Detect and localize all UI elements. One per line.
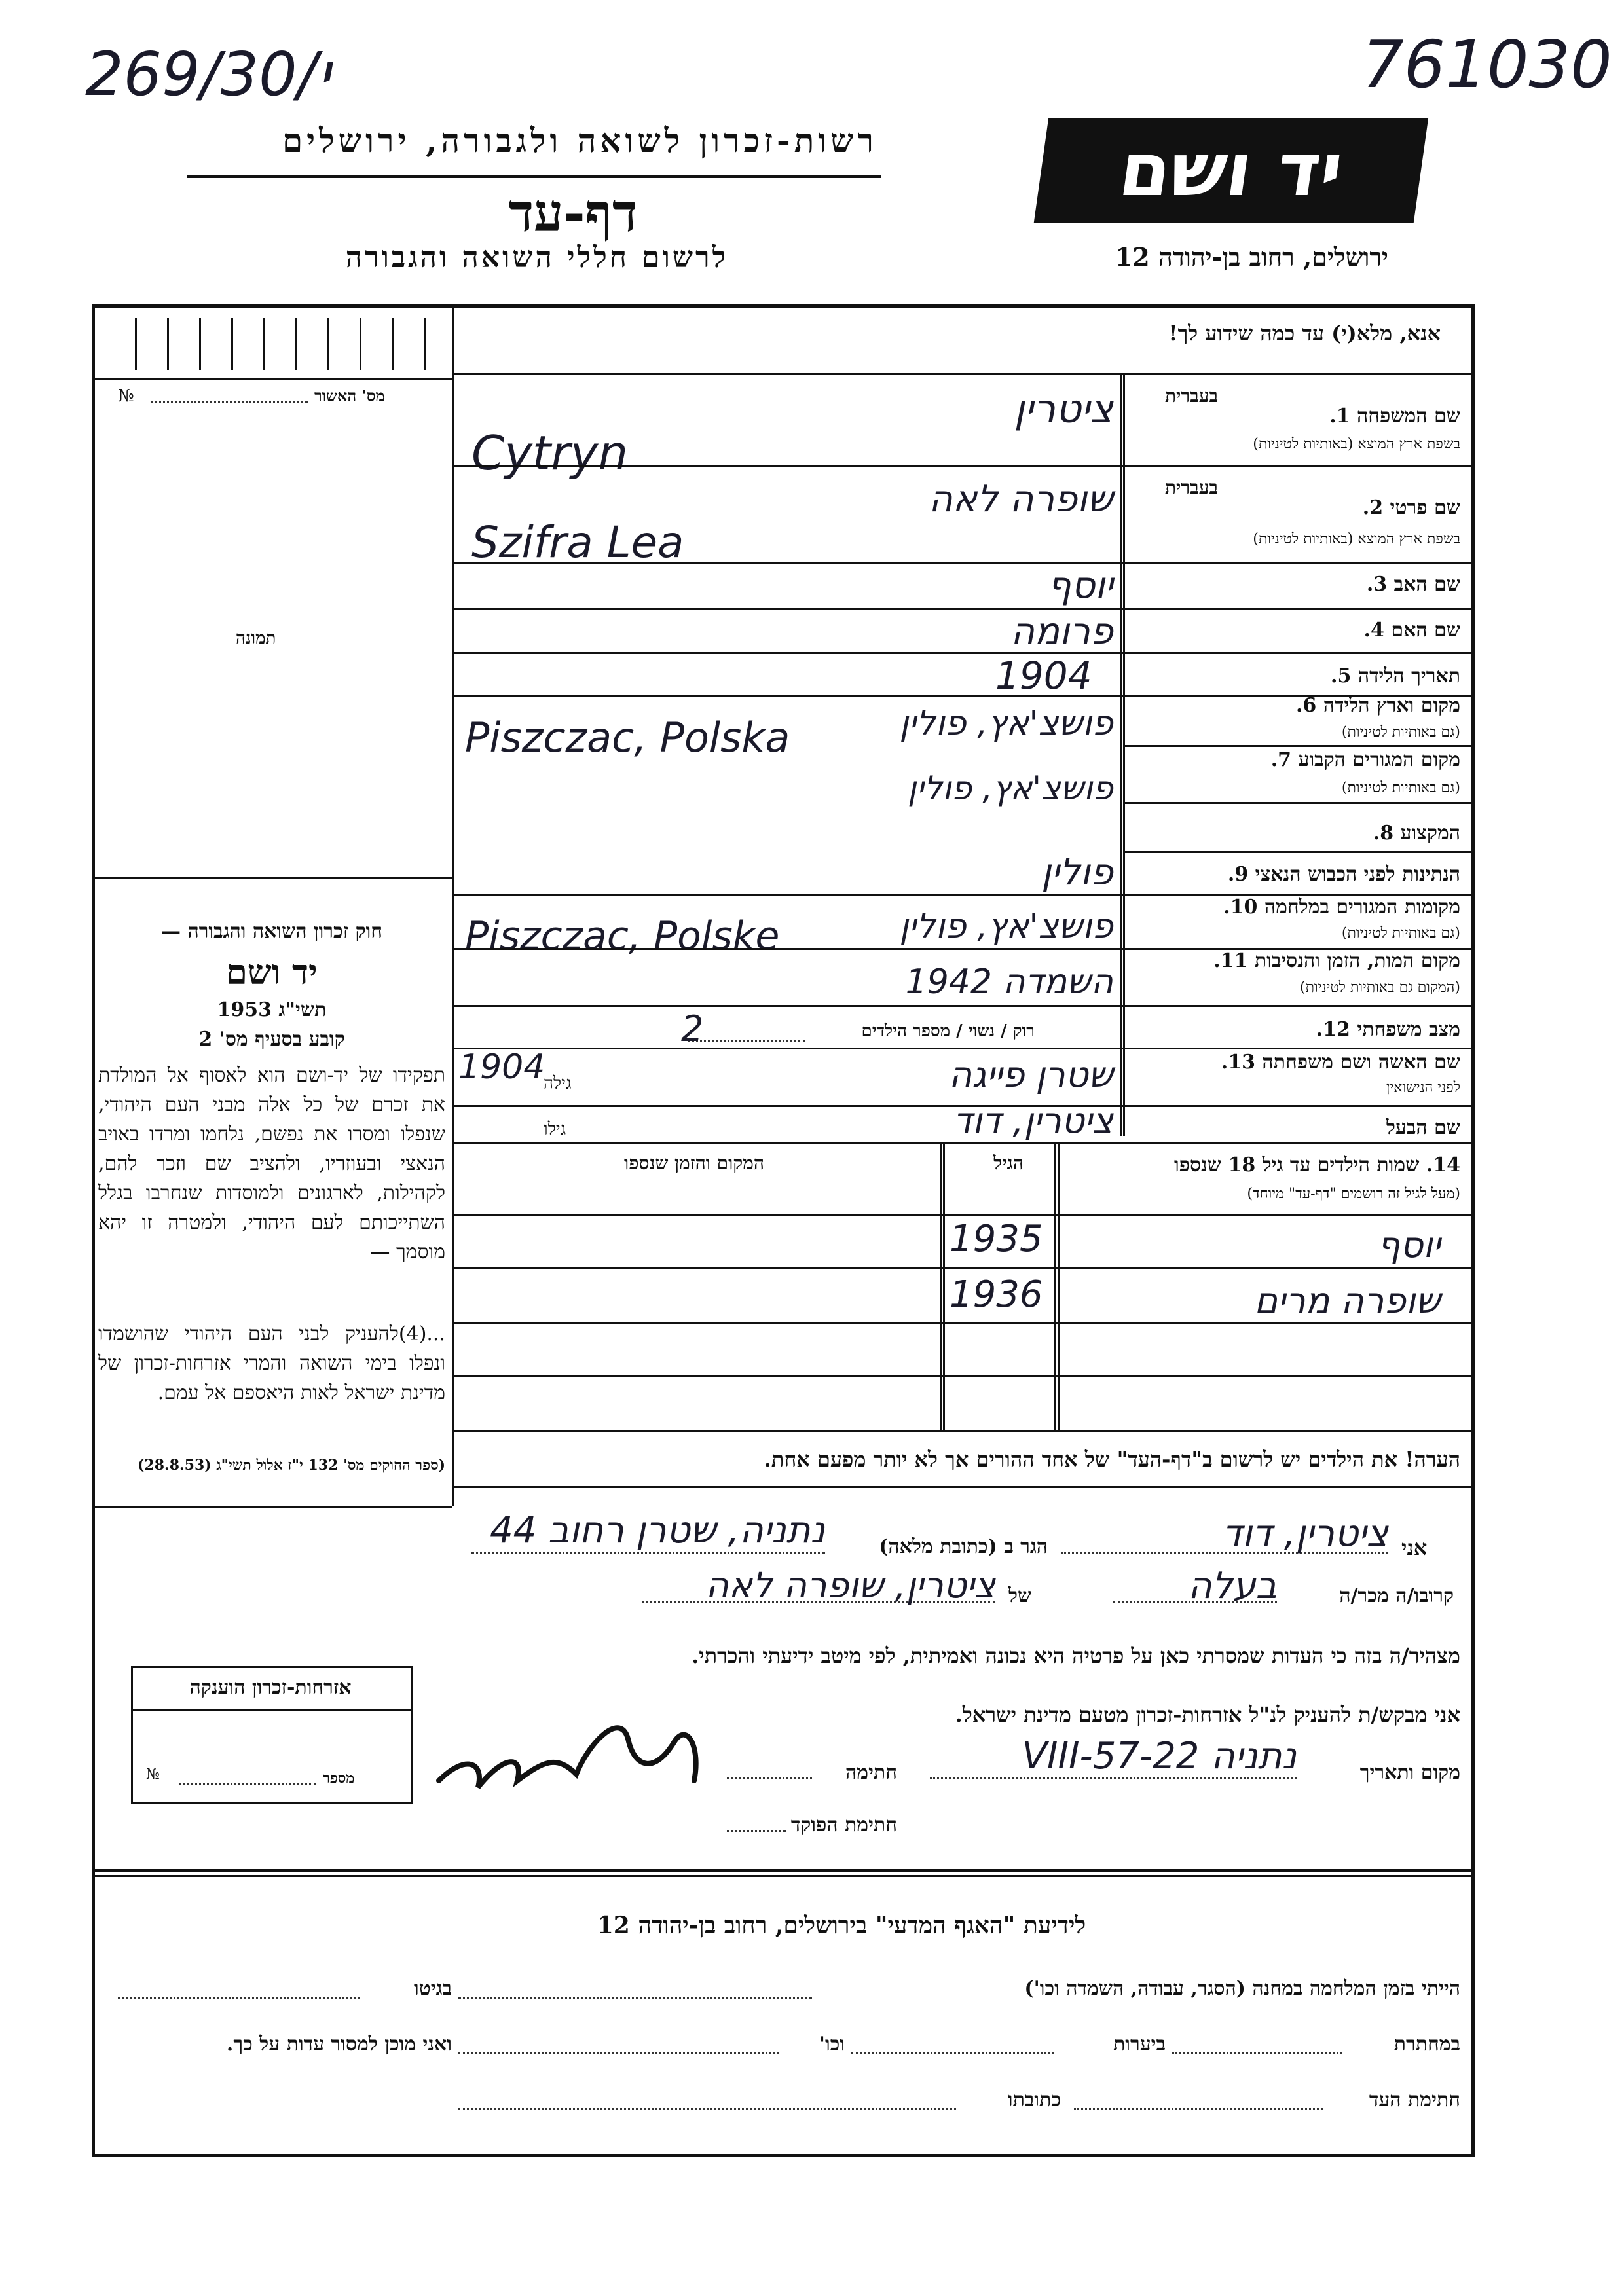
children-age-header: הגיל [993,1152,1024,1174]
family-name-hebrew: ציטרין [1014,386,1113,432]
form-subtitle: לרשום חללי השואה והגבורה [345,241,729,274]
child-1-name: יוסף [1377,1224,1441,1266]
children-note: הערה! את הילדים יש לרשום ב"דף-העד" של אחד ההורים אך לא יותר מפעם אחת. [764,1447,1460,1472]
declarant-name: ציטרין, דוד [1222,1512,1388,1555]
signature [426,1683,720,1813]
declarant-of-name: ציטרין, שופרה לאה [705,1565,995,1606]
declarant-address: נתניה, שטרן רחוב 44 [490,1509,825,1552]
first-name-latin: Szifra Lea [471,517,684,568]
child-1-age: 1935 [950,1218,1043,1260]
footer-title: לידיעת "האגף המדעי" בירושלים, רחוב בן-יהודה 12 [597,1912,1086,1939]
children-place-header: המקום והזמן שנספו [624,1152,764,1174]
approval-ticks [105,318,439,370]
declarant-relation: בעלה [1188,1565,1277,1607]
child-2-age: 1936 [950,1273,1043,1316]
authority-name: רשות-זכרון לשואה ולגבורה, ירושלים [282,121,877,160]
approval-number-label: מס' האשור [314,386,385,405]
authority-underline [187,175,881,178]
family-name-latin: Cytryn [471,426,628,481]
first-name-hebrew: שופרה לאה [929,478,1113,520]
citizenship-box: אזרחות-זכרון הוענקה מספר № [131,1666,413,1804]
handwritten-file-number: 269/י/30 [85,39,331,109]
child-2-name: שופרה מרים [1254,1280,1441,1321]
place-and-date: נתניה 22-VIII-57 [1022,1735,1297,1777]
yad-vashem-logo [1034,118,1428,223]
children-title: 14. שמות הילדים עד גיל 18 שנספו [1173,1154,1460,1176]
approval-number-symbol: № [118,386,134,406]
instruction: אנא, מלא(י) עד כמה שידוע לך! [1168,321,1441,346]
logo-text: יד ושם [1114,128,1348,213]
handwritten-record-number: 761030 [1362,26,1612,103]
address: ירושלים, רחוב בן-יהודה 12 [1115,242,1388,272]
form-title: דף-עד [508,182,638,244]
photo-label: תמונה [236,629,276,648]
